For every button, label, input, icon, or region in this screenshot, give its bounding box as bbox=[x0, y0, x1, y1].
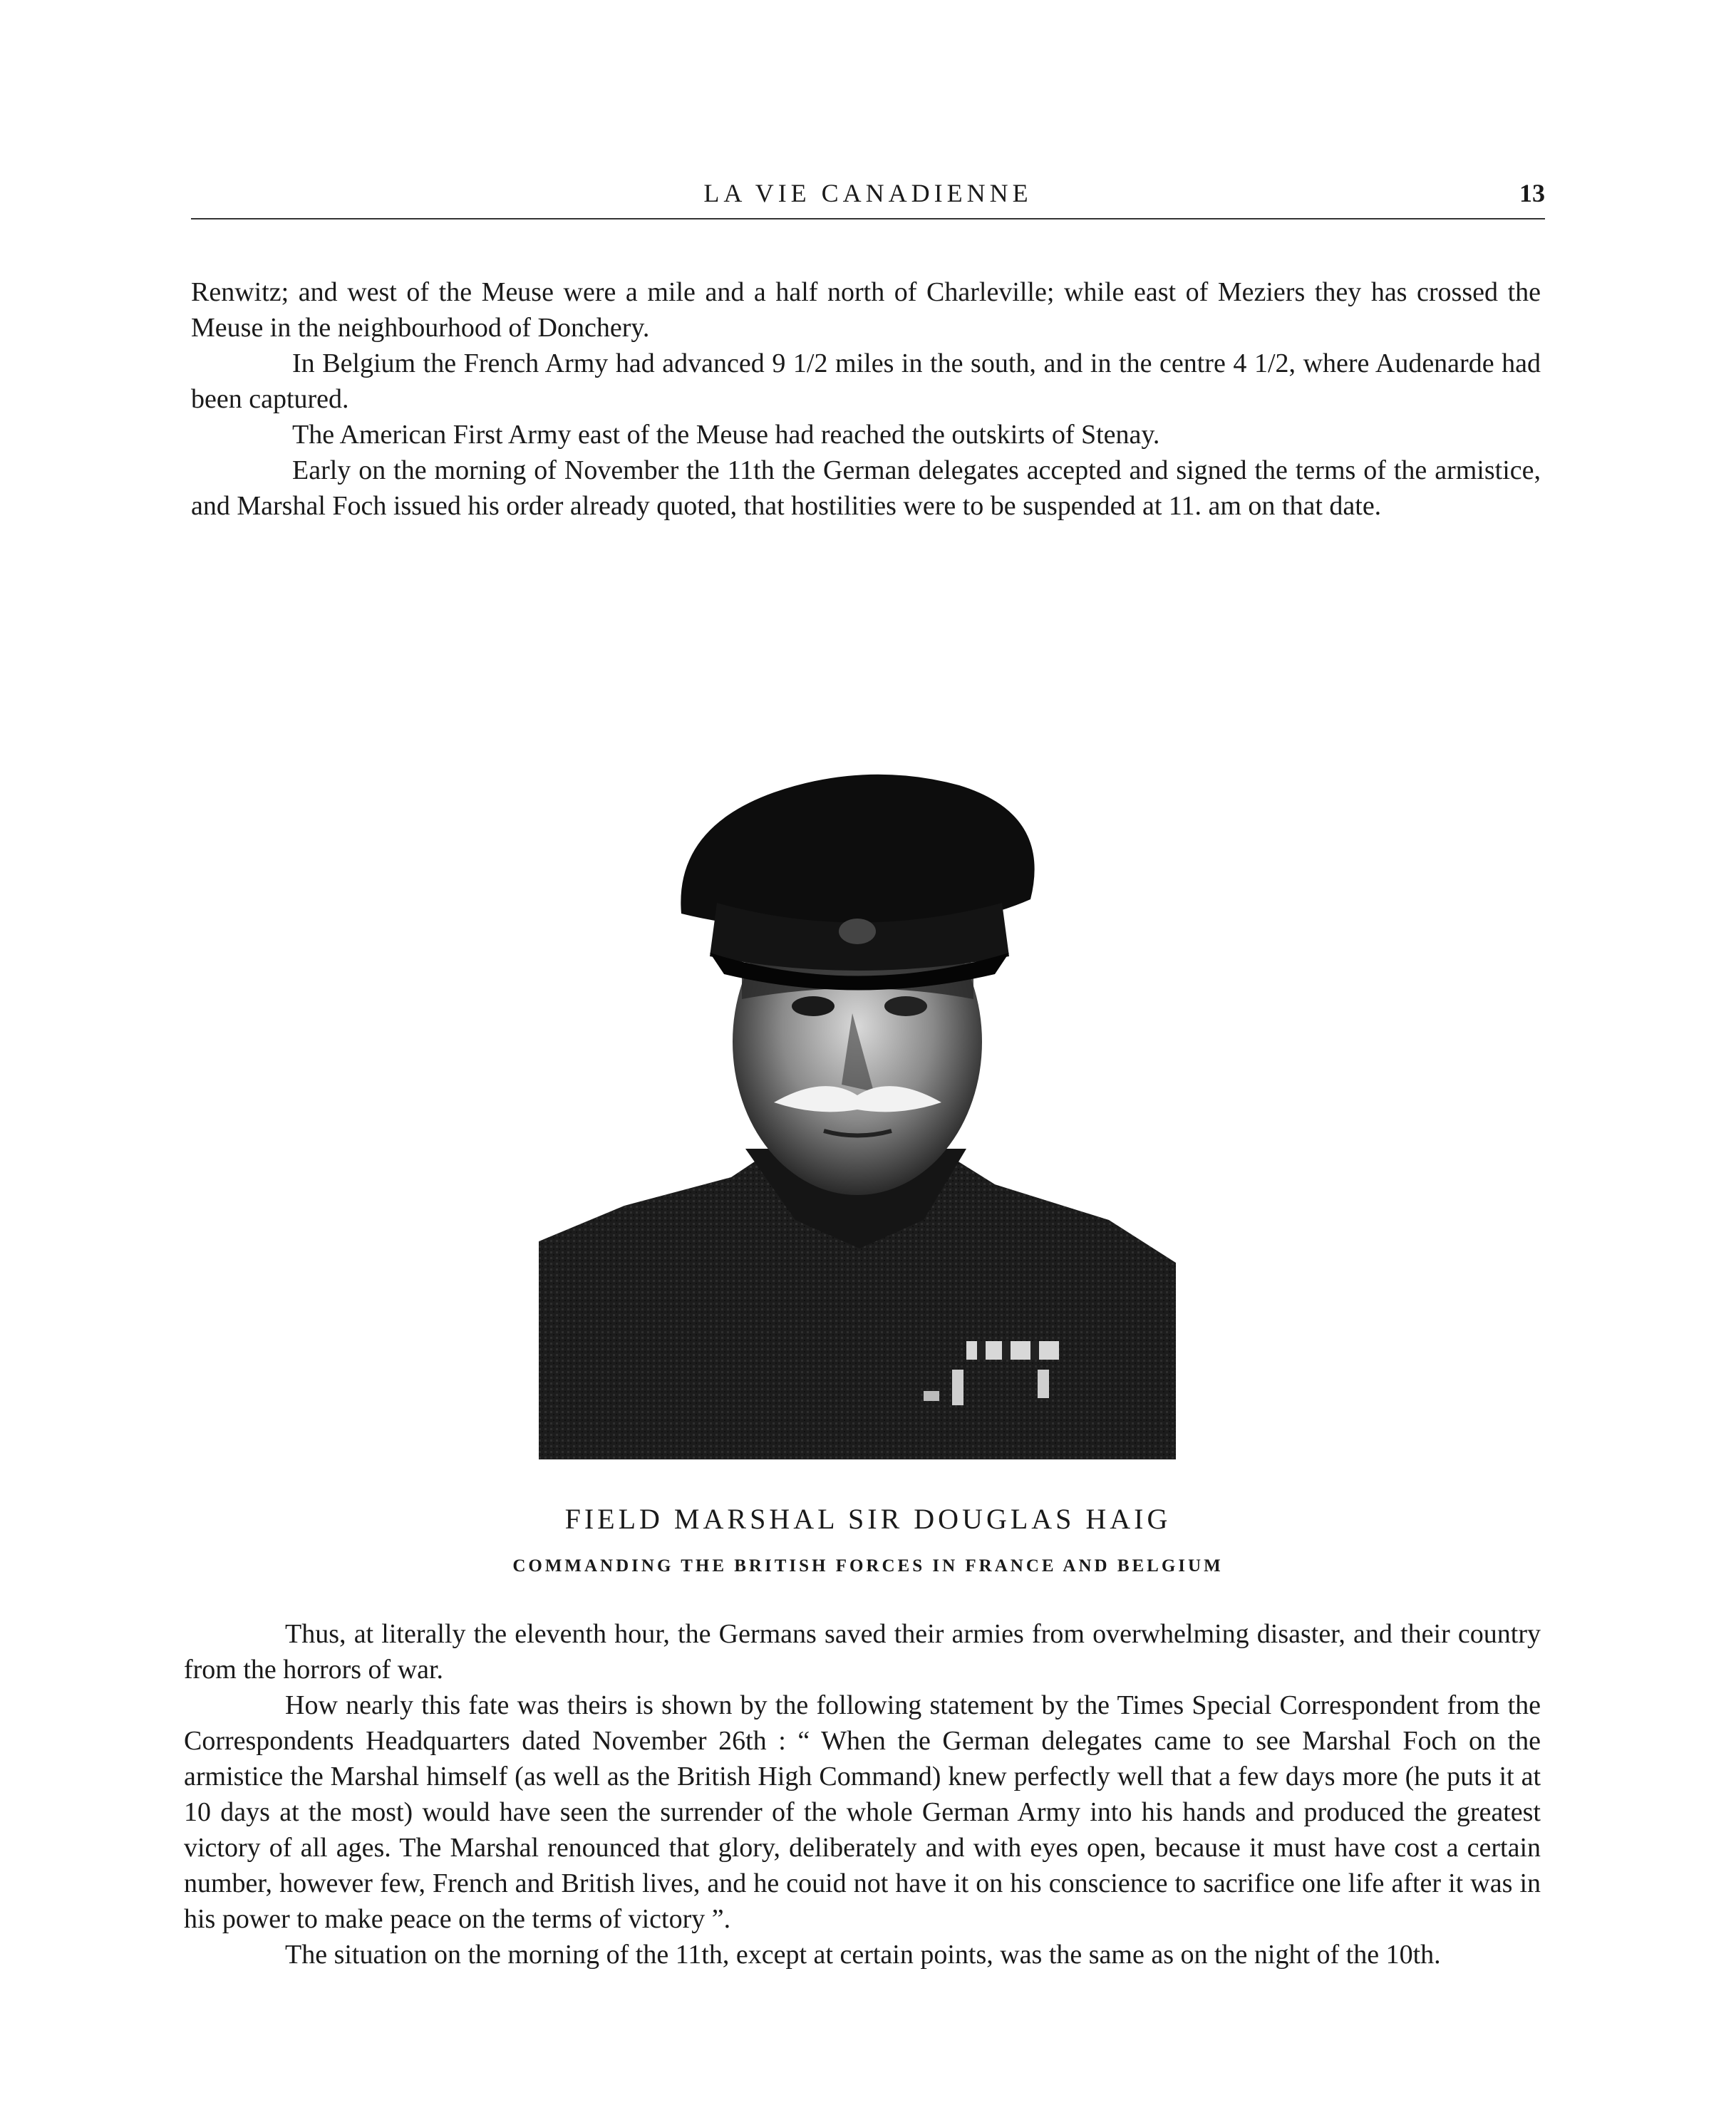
header-rule bbox=[191, 218, 1545, 219]
paragraph: Thus, at literally the eleventh hour, the Germans saved their armies from overwhelming disaster, and their country from the horrors of war. bbox=[184, 1619, 1541, 1685]
paragraph: The American First Army east of the Meuse had reached the outskirts of Stenay. bbox=[292, 420, 1160, 450]
caption-title: FIELD MARSHAL SIR DOUGLAS HAIG bbox=[564, 1503, 1172, 1535]
paragraph: How nearly this fate was theirs is shown by the following statement by the Times Special Correspondent from the Correspondents Headquarters dated November 26th : “ When the German delegates came to see Marshal Foch on the armistice the Marshal himself (as well as the British High Command) knew perfectly well that a few days more (he puts it at 10 days at the most) would have seen the surrender of the whole German Army into his hands and produced the greatest victory of all ages. The Marshal renounced that glory, deliberately and with eyes open, because it must have cost a certain number, however few, French and British lives, and he couid not have it on his conscience to sacrifice one life after it was in his power to make peace on the terms of victory ”. bbox=[184, 1690, 1541, 1934]
page-header bbox=[191, 170, 1545, 212]
caption-subtitle: COMMANDING THE BRITISH FORCES IN FRANCE AND BELGIUM bbox=[512, 1556, 1224, 1576]
paragraph: The situation on the morning of the 11th, except at certain points, was the same as on the night of the 10th. bbox=[285, 1940, 1441, 1970]
top-text-block bbox=[191, 274, 1541, 524]
portrait-photo-icon bbox=[539, 750, 1176, 1459]
running-title: LA VIE CANADIENNE bbox=[703, 179, 1033, 207]
bottom-text-block bbox=[184, 1616, 1541, 1972]
portrait-photo bbox=[539, 750, 1176, 1459]
paragraph: Early on the morning of November the 11th the German delegates accepted and signed the terms of the armistice, and Marshal Foch issued his order already quoted, that hostilities were to be suspended at 11. am on that date. bbox=[191, 455, 1541, 521]
paragraph: In Belgium the French Army had advanced 9 1/2 miles in the south, and in the centre 4 1/2, where Audenarde had been captured. bbox=[191, 348, 1541, 414]
paragraph: Renwitz; and west of the Meuse were a mile and a half north of Charleville; while east of Meziers they has crossed the Meuse in the neighbourhood of Donchery. bbox=[191, 277, 1541, 343]
page-number: 13 bbox=[1519, 179, 1545, 207]
